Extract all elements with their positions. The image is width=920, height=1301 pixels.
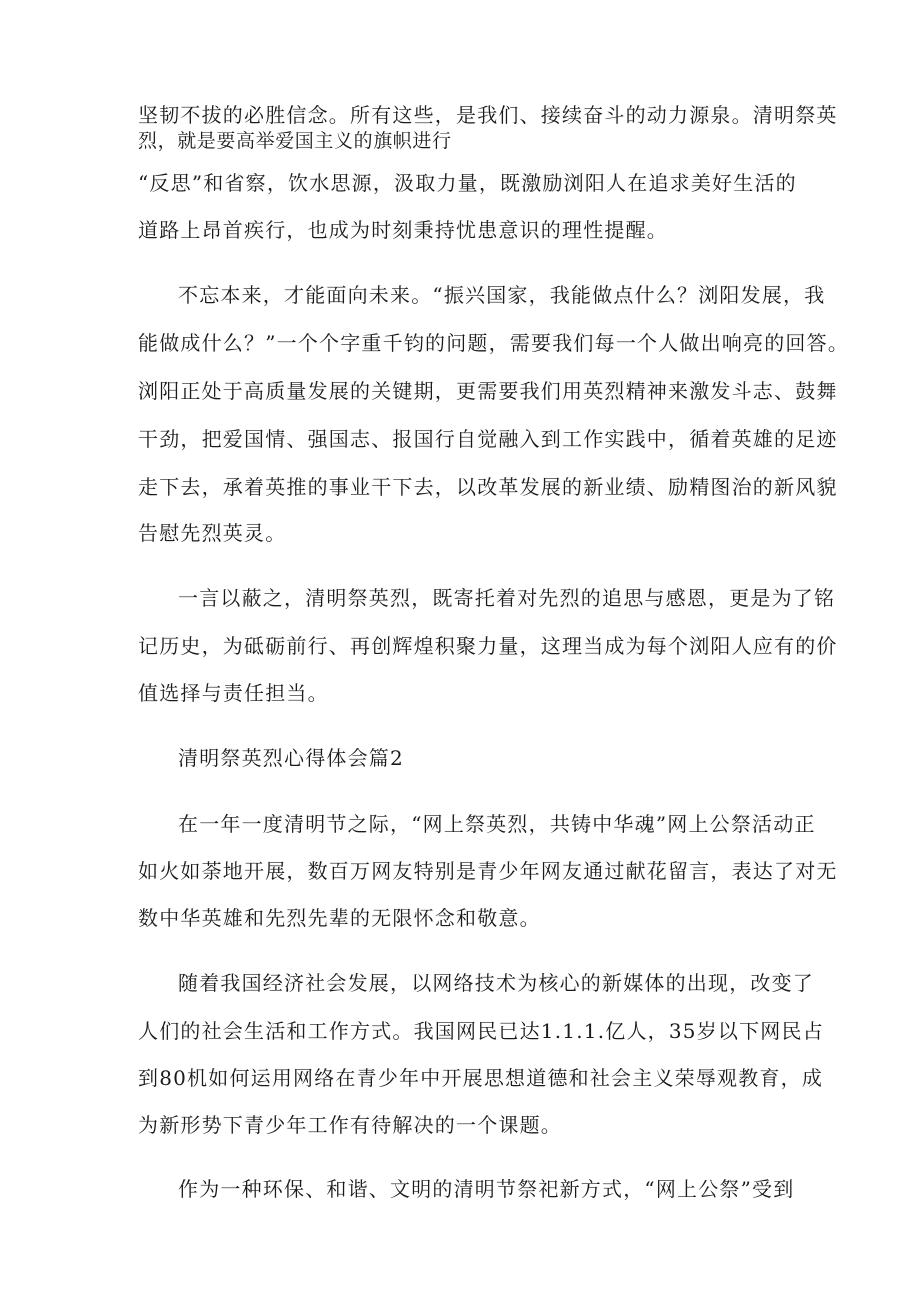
text-line: 不忘本来，才能面向未来。“振兴国家，我能做点什么？浏阳发展，我	[178, 283, 826, 307]
text-line: 为新形势下青少年工作有待解决的一个课题。	[138, 1113, 562, 1137]
text-line: 到80机如何运用网络在青少年中开展思想道德和社会主义荣辱观教育，成	[138, 1066, 824, 1090]
text-line: 烈，就是要高举爱国主义的旗帜进行	[138, 130, 452, 152]
text-line: 值选择与责任担当。	[138, 681, 329, 705]
text-line: 如火如荼地开展，数百万网友特别是青少年网友通过献花留言，表达了对无	[138, 859, 838, 883]
text-line: 浏阳正处于高质量发展的关键期，更需要我们用英烈精神来激发斗志、鼓舞	[138, 379, 838, 403]
text-line: 走下去，承着英推的事业干下去，以改革发展的新业绩、励精图治的新风貌	[138, 475, 838, 499]
text-line: “反思”和省察，饮水思源，汲取力量，既激励浏阳人在追求美好生活的	[138, 171, 797, 195]
text-line: 能做成什么？”一个个字重千钧的问题，需要我们每一个人做出响亮的回答。	[138, 331, 850, 355]
text-line: 告慰先烈英灵。	[138, 521, 287, 545]
text-line: 干劲，把爱国情、强国志、报国行自觉融入到工作实践中，循着英雄的足迹	[138, 427, 838, 451]
text-line: 随着我国经济社会发展，以网络技术为核心的新媒体的出现，改变了	[178, 971, 814, 995]
text-line: 道路上昂首疾行，也成为时刻秉持忧患意识的理性提醒。	[138, 218, 668, 242]
text-line: 作为一种环保、和谐、文明的清明节祭祀新方式，“网上公祭”受到	[178, 1177, 795, 1201]
text-line: 数中华英雄和先烈先辈的无限怀念和敬意。	[138, 906, 541, 930]
text-line: 在一年一度清明节之际，“网上祭英烈，共铸中华魂”网上公祭活动正	[178, 812, 816, 836]
text-line: 一言以蔽之，清明祭英烈，既寄托着对先烈的追思与感恩，更是为了铭	[178, 586, 836, 610]
text-line: 记历史，为砥砺前行、再创辉煌积聚力量，这理当成为每个浏阳人应有的价	[138, 634, 838, 658]
text-line: 坚韧不拔的必胜信念。所有这些，是我们、接续奋斗的动力源泉。清明祭英	[138, 103, 838, 127]
section-heading: 清明祭英烈心得体会篇2	[178, 746, 404, 770]
text-line: 人们的社会生活和工作方式。我国网民已达1.1.1.亿人，35岁以下网民占	[138, 1019, 824, 1043]
